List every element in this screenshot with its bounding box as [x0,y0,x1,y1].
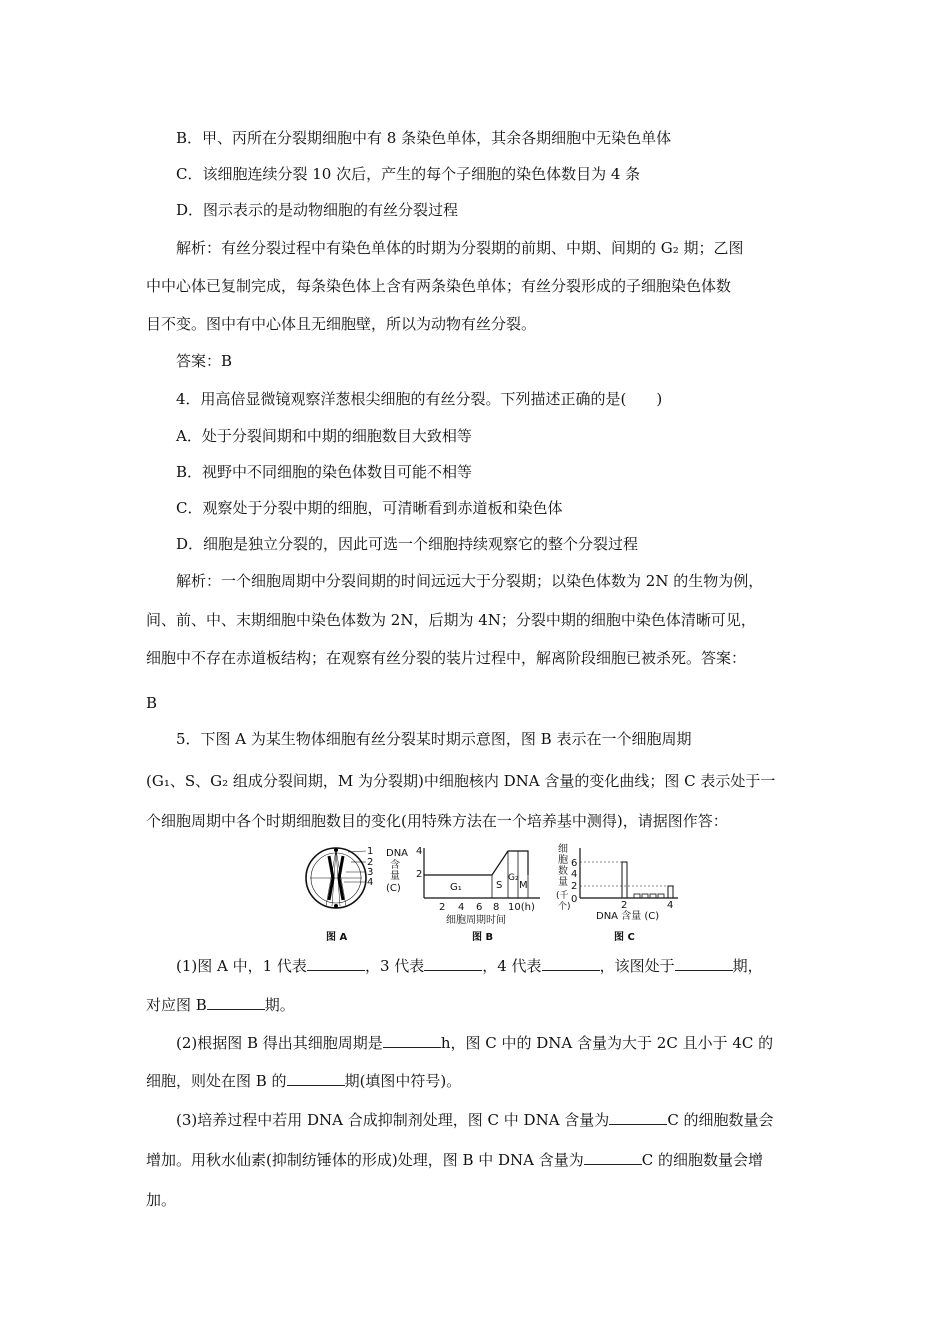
q5-1-line-2 [146,995,295,1015]
label-1: 1 [367,846,374,857]
fig-b-dna-curve [424,851,528,875]
q5-1-text-f: 对应图 B [146,996,207,1014]
fig-b-ylabel-4: (C) [386,883,401,894]
q4-option-b: B．视野中不同细胞的染色体数目可能不相等 [176,463,473,481]
phase-s: S [496,880,503,891]
fig-c-ylabel-3: 数 [558,866,568,877]
fig-b-ylabel-2: 含 [390,860,400,871]
answer-blank-4[interactable] [542,956,600,971]
figure-a [306,846,373,943]
answer-blank-1[interactable] [307,956,365,971]
fig-c-ylabel-2: 胞 [558,855,568,866]
option-d-text: D．图示表示的是动物细胞的有丝分裂过程 [176,201,459,219]
fig-c-xlabel: DNA 含量 (C) [596,911,660,922]
phase-g2: G₂ [508,873,519,883]
question-5-stem-1: 5．下图 A 为某生物体细胞有丝分裂某时期示意图，图 B 表示在一个细胞周期 [176,730,692,748]
fig-c-bar-4c [668,886,673,898]
figure-group [296,842,686,944]
q5-3-line-2 [146,1150,763,1170]
figure-b [386,846,540,943]
label-4: 4 [367,877,374,888]
fig-b-xtick-8: 8 [493,902,500,913]
q5-3-text-c: 增加。用秋水仙素(抑制纺锤体的形成)处理，图 B 中 DNA 含量为 [146,1151,584,1169]
q5-1-text-g: 期。 [264,996,295,1014]
caption-b: 图 B [472,932,494,943]
analysis-line-3: 目不变。图中有中心体且无细胞壁，所以为动物有丝分裂。 [146,315,537,333]
fig-c-ytick-4: 4 [571,869,578,880]
q5-1-line-1 [176,956,763,976]
fig-b-ylabel-1: DNA [386,848,409,859]
fig-b-xtick-6: 6 [476,902,483,913]
q5-1-text-a: (1)图 A 中，1 代表 [176,957,307,975]
answer-blank-phase[interactable] [675,956,733,971]
question-4-stem: 4．用高倍显微镜观察洋葱根尖细胞的有丝分裂。下列描述正确的是( ) [176,390,663,408]
phase-g1: G₁ [450,882,462,893]
q5-2-text-c: 细胞，则处在图 B 的 [146,1072,287,1090]
fig-b-xlabel: 细胞周期时间 [446,915,506,926]
q4-option-d: D．细胞是独立分裂的，因此可选一个细胞持续观察它的整个分裂过程 [176,535,639,553]
q4-analysis-2: 间、前、中、末期细胞中染色体数为 2N，后期为 4N；分裂中期的细胞中染色体清晰可见， [146,611,756,629]
caption-a: 图 A [326,932,348,943]
q5-2-text-d: 期(填图中符号)。 [344,1072,462,1090]
caption-c: 图 C [614,932,635,943]
fig-c-xtick-4: 4 [667,900,674,911]
fig-c-ylabel-1: 细 [558,844,568,855]
q5-2-text-b: h，图 C 中的 DNA 含量为大于 2C 且小于 4C 的 [440,1034,774,1052]
q4-analysis-1: 解析：一个细胞周期中分裂间期的时间远远大于分裂期；以染色体数为 2N 的生物为例， [176,572,764,590]
q5-1-text-b: ，3 代表 [364,957,425,975]
phase-m: M [519,880,528,891]
fig-b-ytick-2: 2 [416,869,423,880]
fig-b-xtick-10: 10(h) [508,902,535,913]
option-b-text: B．甲、丙所在分裂期细胞中有 8 条染色单体，其余各期细胞中无染色单体 [176,129,672,147]
question-5-stem-3: 个细胞周期中各个时期细胞数目的变化(用特殊方法在一个培养基中测得)，请据图作答： [146,812,728,830]
fig-c-xtick-2: 2 [621,900,628,911]
q5-1-text-e: 期， [732,957,763,975]
q5-2-line-1 [176,1033,773,1053]
answer-blank-3[interactable] [424,956,482,971]
q5-1-text-d: ，该图处于 [599,957,675,975]
centrosome-top [334,848,338,852]
figure-svg [296,842,686,944]
q5-2-text-a: (2)根据图 B 得出其细胞周期是 [176,1034,383,1052]
option-c-text: C．该细胞连续分裂 10 次后，产生的每个子细胞的染色体数目为 4 条 [176,165,641,183]
q5-1-text-c: ，4 代表 [482,957,542,975]
fig-c-ylabel-5: (千 [556,891,569,901]
fig-b-xtick-2: 2 [439,902,446,913]
q5-3-line-3: 加。 [146,1191,177,1209]
fig-c-ylabel-4: 量 [558,877,568,888]
q4-option-c: C．观察处于分裂中期的细胞，可清晰看到赤道板和染色体 [176,499,563,517]
fig-c-bar-2c [622,862,627,898]
answer-blank-dna-1[interactable] [609,1110,667,1125]
answer-blank-cycle[interactable] [383,1033,441,1048]
fig-b-ylabel-3: 量 [390,871,400,882]
q4-analysis-3: 细胞中不存在赤道板结构；在观察有丝分裂的装片过程中，解离阶段细胞已被杀死。答案： [146,649,747,667]
q5-3-text-b: C 的细胞数量会 [667,1111,774,1129]
answer-blank-stage[interactable] [287,1071,345,1086]
analysis-line-1: 解析：有丝分裂过程中有染色单体的时期为分裂期的前期、中期、间期的 G₂ 期；乙图 [176,239,744,257]
label-2: 2 [367,857,374,868]
label-3: 3 [367,867,374,878]
fig-c-ytick-2: 2 [571,881,578,892]
answer-blank-dna-2[interactable] [584,1150,642,1165]
fig-c-ytick-6: 6 [571,858,578,869]
q4-option-a: A．处于分裂间期和中期的细胞数目大致相等 [176,427,472,445]
figure-c [556,843,678,943]
q5-3-line-1 [176,1110,774,1130]
q5-2-line-2 [146,1071,461,1091]
question-5-stem-2: (G₁、S、G₂ 组成分裂间期，M 为分裂期)中细胞核内 DNA 含量的变化曲线；图 C 表示处于一 [146,772,776,790]
answer-line: 答案：B [176,352,233,370]
centrosome-bottom [334,904,338,908]
q4-analysis-4: B [146,694,158,712]
fig-c-ytick-0: 0 [571,894,578,905]
q5-3-text-a: (3)培养过程中若用 DNA 合成抑制剂处理，图 C 中 DNA 含量为 [176,1111,610,1129]
q5-3-text-d: C 的细胞数量会增 [641,1151,764,1169]
fig-c-ylabel-6: 个) [558,902,571,912]
fig-b-xtick-4: 4 [458,902,465,913]
answer-blank-figb-phase[interactable] [207,995,265,1010]
fig-b-ytick-4: 4 [416,846,423,857]
analysis-line-2: 中中心体已复制完成，每条染色体上含有两条染色单体；有丝分裂形成的子细胞染色体数 [146,277,732,295]
